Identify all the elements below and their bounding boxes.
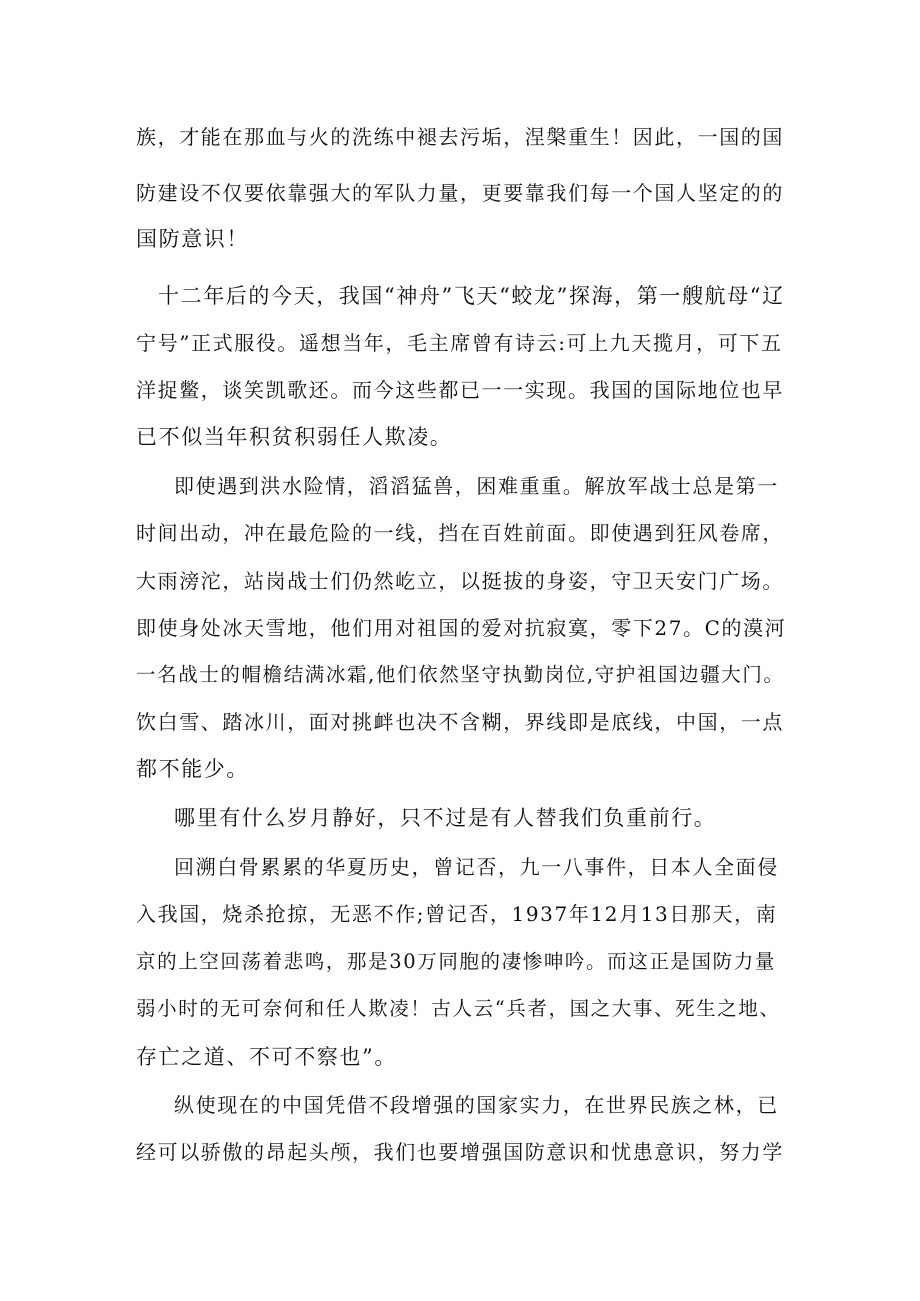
text-line: 宁号”正式服役。遥想当年，毛主席曾有诗云:可上九天揽月，可下五: [136, 331, 783, 355]
text-line: 哪里有什么岁月静好，只不过是有人替我们负重前行。: [174, 806, 717, 830]
text-line: 族，才能在那血与火的洗练中褪去污垢，涅槃重生！因此，一国的国: [136, 125, 784, 149]
text-line: 即使身处冰天雪地，他们用对祖国的爱对抗寂寞，零下27。C的漠河: [136, 616, 787, 640]
text-line: 大雨滂沱，站岗战士们仍然屹立，以挺拔的身姿，守卫天安门广场。: [136, 569, 784, 593]
text-line: 入我国，烧杀抢掠，无恶不作;曾记否，1937年12月13日那天，南: [136, 902, 778, 926]
text-line: 即使遇到洪水险情，滔滔猛兽，困难重重。解放军战士总是第一: [174, 474, 779, 498]
text-line: 国防意识！: [136, 227, 249, 251]
text-line: 十二年后的今天，我国“神舟”飞天“蛟龙”探海，第一艘航母“辽: [158, 284, 785, 308]
text-line: 一名战士的帽檐结满冰霜,他们依然坚守执勤岗位,守护祖国边疆大门。: [136, 663, 785, 686]
text-line: 经可以骄傲的昂起头颅，我们也要增强国防意识和忧患意识，努力学: [136, 1140, 784, 1164]
text-line: 已不似当年积贫积弱任人欺凌。: [136, 425, 453, 449]
text-line: 时间出动，冲在最危险的一线，挡在百姓前面。即使遇到狂风卷席，: [136, 521, 784, 545]
text-line: 回溯白骨累累的华夏历史，曾记否，九一八事件，日本人全面侵: [174, 855, 779, 879]
text-line: 都不能少。: [136, 757, 249, 781]
text-line: 饮白雪、踏冰川，面对挑衅也决不含糊，界线即是底线，中国，一点: [136, 710, 784, 734]
text-line: 防建设不仅要依靠强大的军队力量，更要靠我们每一个国人坚定的的: [136, 181, 784, 205]
text-line: 洋捉鳖，谈笑凯歌还。而今这些都已一一实现。我国的国际地位也早: [136, 378, 784, 402]
text-line: 纵使现在的中国凭借不段增强的国家实力，在世界民族之林，已: [174, 1093, 779, 1117]
text-line: 京的上空回荡着悲鸣，那是30万同胞的凄惨呻吟。而这正是国防力量: [136, 950, 776, 973]
text-line: 弱小时的无可奈何和任人欺凌！古人云“兵者，国之大事、死生之地、: [136, 997, 781, 1020]
text-line: 存亡之道、不可不察也”。: [136, 1045, 397, 1069]
